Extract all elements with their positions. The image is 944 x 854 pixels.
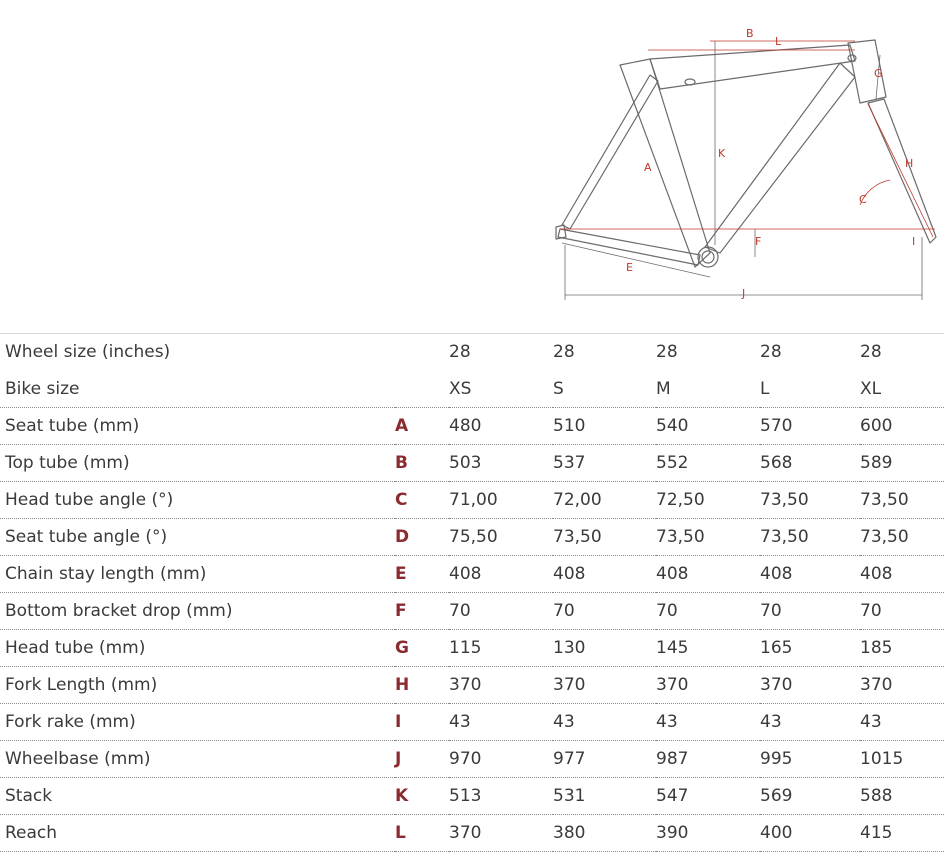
table-row	[0, 630, 944, 667]
cell-value: 43	[449, 704, 553, 741]
diagram-label-L: L	[775, 35, 782, 48]
cell-value: XS	[449, 371, 553, 408]
cell-value: 73,50	[760, 519, 860, 556]
row-label: Fork Length (mm)	[0, 667, 395, 704]
cell-value: 72,50	[656, 482, 760, 519]
cell-value: 600	[860, 408, 944, 445]
row-label: Bottom bracket drop (mm)	[0, 593, 395, 630]
row-letter: B	[395, 445, 449, 482]
diagram-label-H: H	[905, 157, 914, 170]
table-row	[0, 778, 944, 815]
geometry-table	[0, 333, 944, 852]
table-row	[0, 704, 944, 741]
cell-value: 380	[553, 815, 656, 852]
cell-value: 552	[656, 445, 760, 482]
diagram-label-K: K	[718, 147, 726, 160]
cell-value: 995	[760, 741, 860, 778]
cell-value: 408	[860, 556, 944, 593]
row-letter: A	[395, 408, 449, 445]
row-letter: D	[395, 519, 449, 556]
diagram-label-C: C	[859, 193, 867, 206]
row-letter	[395, 371, 449, 408]
cell-value: 531	[553, 778, 656, 815]
cell-value: XL	[860, 371, 944, 408]
cell-value: 568	[760, 445, 860, 482]
cell-value: 589	[860, 445, 944, 482]
row-letter: J	[395, 741, 449, 778]
cell-value: 540	[656, 408, 760, 445]
cell-value: 71,00	[449, 482, 553, 519]
table-row	[0, 408, 944, 445]
cell-value: 408	[760, 556, 860, 593]
row-letter: E	[395, 556, 449, 593]
cell-value: 987	[656, 741, 760, 778]
cell-value: 570	[760, 408, 860, 445]
row-label: Wheelbase (mm)	[0, 741, 395, 778]
cell-value: 408	[656, 556, 760, 593]
cell-value: 73,50	[656, 519, 760, 556]
cell-value: 547	[656, 778, 760, 815]
cell-value: 408	[449, 556, 553, 593]
row-label: Bike size	[0, 371, 395, 408]
frame-geometry-diagram	[550, 15, 944, 305]
seat-tube	[620, 59, 710, 267]
row-letter	[395, 334, 449, 371]
cell-value: 1015	[860, 741, 944, 778]
cell-value: 977	[553, 741, 656, 778]
cell-value: 70	[553, 593, 656, 630]
cell-value: 513	[449, 778, 553, 815]
cell-value: 70	[656, 593, 760, 630]
cell-value: S	[553, 371, 656, 408]
row-label: Chain stay length (mm)	[0, 556, 395, 593]
cell-value: 370	[553, 667, 656, 704]
diagram-label-G: G	[874, 67, 883, 80]
cell-value: 537	[553, 445, 656, 482]
row-letter: C	[395, 482, 449, 519]
table-row	[0, 334, 944, 371]
cell-value: 73,50	[553, 519, 656, 556]
cell-value: 73,50	[860, 519, 944, 556]
row-label: Wheel size (inches)	[5, 342, 171, 363]
bottom-bracket	[698, 247, 718, 267]
table-row	[0, 593, 944, 630]
row-letter: L	[395, 815, 449, 852]
cell-value: 400	[760, 815, 860, 852]
seat-stay	[562, 75, 658, 229]
cell-value: 73,50	[860, 482, 944, 519]
diagram-label-F: F	[755, 235, 762, 248]
row-label: Reach	[0, 815, 395, 852]
cell-value: 73,50	[760, 482, 860, 519]
cell-value: 72,00	[553, 482, 656, 519]
cell-value: 415	[860, 815, 944, 852]
cell-value: 503	[449, 445, 553, 482]
cell-value: 28	[860, 342, 882, 363]
row-label: Seat tube angle (°)	[0, 519, 395, 556]
cell-value: 145	[656, 630, 760, 667]
cell-value: 970	[449, 741, 553, 778]
cell-value: 28	[760, 342, 782, 363]
cell-value: 43	[760, 704, 860, 741]
cell-value: 165	[760, 630, 860, 667]
down-tube	[705, 63, 855, 253]
row-letter: K	[395, 778, 449, 815]
cell-value: 28	[553, 342, 575, 363]
row-letter: F	[395, 593, 449, 630]
row-letter: I	[395, 704, 449, 741]
cell-value: 370	[449, 667, 553, 704]
cell-value: 408	[553, 556, 656, 593]
cell-value: 510	[553, 408, 656, 445]
cell-value: L	[760, 371, 860, 408]
cell-value: 28	[656, 342, 678, 363]
table-row	[0, 667, 944, 704]
diagram-label-A: A	[644, 161, 652, 174]
cell-value: 43	[860, 704, 944, 741]
table-row	[0, 815, 944, 852]
table-row	[0, 556, 944, 593]
cell-value: 130	[553, 630, 656, 667]
row-label: Head tube (mm)	[0, 630, 395, 667]
cell-value: 390	[656, 815, 760, 852]
cell-value: 70	[760, 593, 860, 630]
cell-value: 28	[449, 342, 471, 363]
diagram-label-I: I	[912, 235, 916, 248]
cell-value: 115	[449, 630, 553, 667]
row-label: Top tube (mm)	[0, 445, 395, 482]
diagram-label-D: D	[678, 205, 687, 218]
table-row	[0, 741, 944, 778]
cell-value: 370	[656, 667, 760, 704]
table-row	[0, 371, 944, 408]
table-row	[0, 482, 944, 519]
cell-value: 370	[860, 667, 944, 704]
cell-value: 43	[553, 704, 656, 741]
cell-value: 70	[860, 593, 944, 630]
cell-value: 75,50	[449, 519, 553, 556]
table-row	[0, 445, 944, 482]
cell-value: M	[656, 371, 760, 408]
cell-value: 588	[860, 778, 944, 815]
row-letter: G	[395, 630, 449, 667]
row-label: Head tube angle (°)	[0, 482, 395, 519]
diagram-label-J: J	[742, 287, 746, 300]
diagram-label-B: B	[746, 27, 754, 40]
diagram-label-E: E	[626, 261, 633, 274]
cell-value: 370	[760, 667, 860, 704]
cell-value: 569	[760, 778, 860, 815]
row-label: Fork rake (mm)	[0, 704, 395, 741]
top-tube	[650, 45, 855, 89]
row-label: Stack	[0, 778, 395, 815]
cell-value: 43	[656, 704, 760, 741]
cell-value: 480	[449, 408, 553, 445]
row-label: Seat tube (mm)	[0, 408, 395, 445]
cell-value: 185	[860, 630, 944, 667]
row-letter: H	[395, 667, 449, 704]
cell-value: 370	[449, 815, 553, 852]
table-row	[0, 519, 944, 556]
cell-value: 70	[449, 593, 553, 630]
